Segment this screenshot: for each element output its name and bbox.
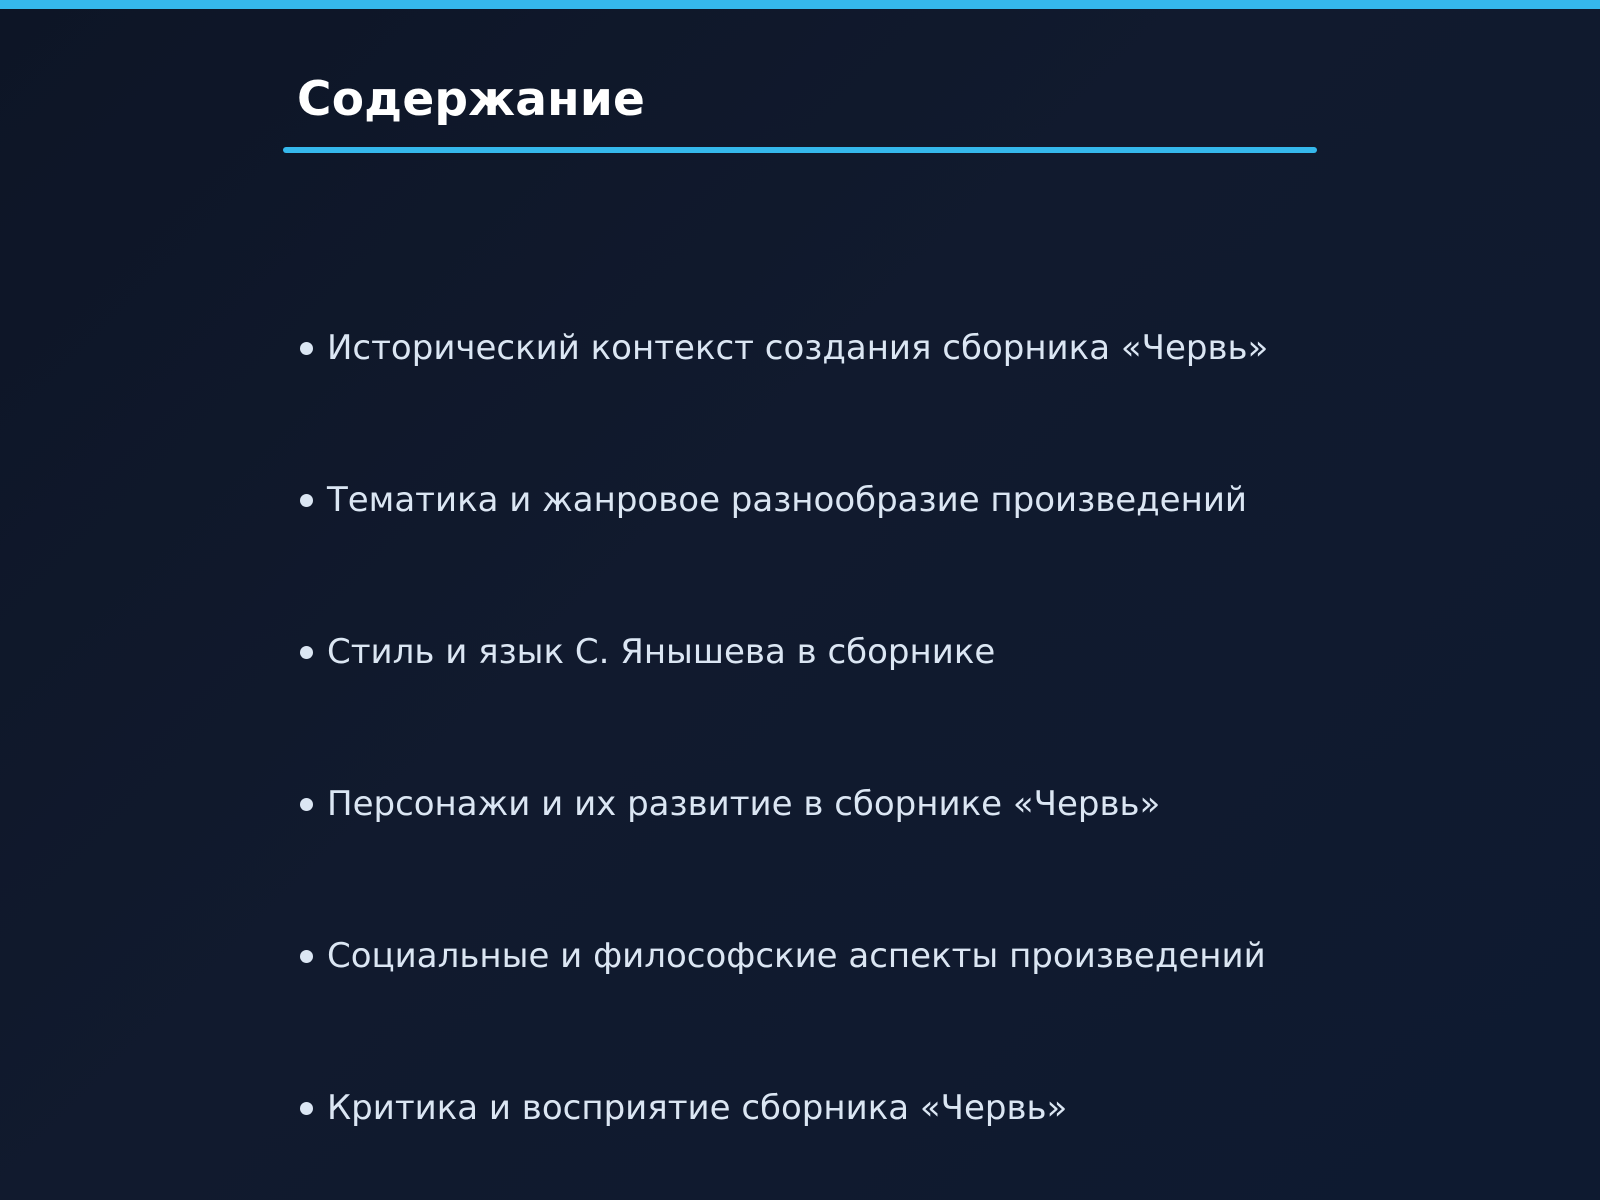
contents-list (300, 272, 1340, 1184)
list-item (300, 728, 1340, 880)
list-item (300, 272, 1340, 424)
bullet-icon (300, 950, 313, 963)
list-item (300, 880, 1340, 1032)
list-item (300, 576, 1340, 728)
slide-title: Содержание (297, 72, 646, 127)
list-item (300, 1032, 1340, 1184)
bullet-icon (300, 1102, 313, 1115)
top-accent-bar (0, 0, 1600, 9)
list-item-text: Стиль и язык С. Янышева в сборнике (327, 632, 996, 672)
bullet-icon (300, 494, 313, 507)
list-item-text: Исторический контекст создания сборника «Червь» (327, 328, 1269, 368)
bullet-icon (300, 798, 313, 811)
list-item-text: Социальные и философские аспекты произведений (327, 936, 1266, 976)
title-underline (283, 147, 1317, 153)
bullet-icon (300, 646, 313, 659)
list-item-text: Тематика и жанровое разнообразие произведений (327, 480, 1248, 520)
bullet-icon (300, 342, 313, 355)
list-item-text: Персонажи и их развитие в сборнике «Червь» (327, 784, 1161, 824)
list-item-text: Критика и восприятие сборника «Червь» (327, 1088, 1068, 1128)
list-item (300, 424, 1340, 576)
